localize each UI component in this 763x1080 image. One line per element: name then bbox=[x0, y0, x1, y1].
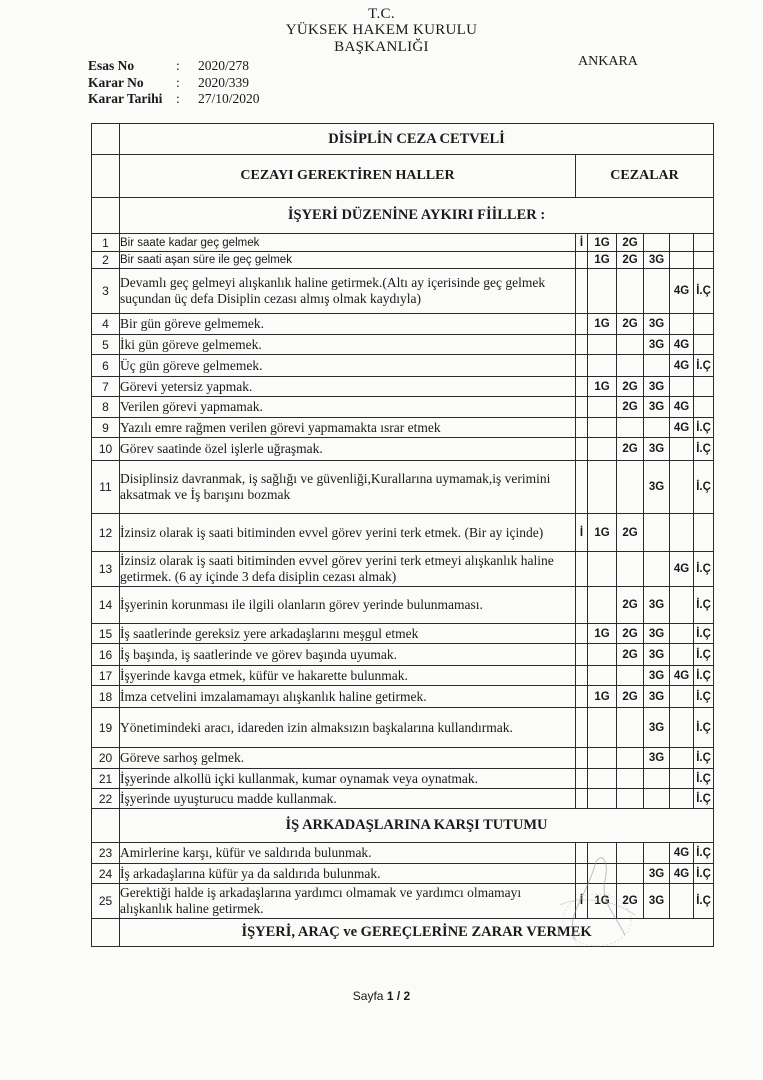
penalty-cell: İ.Ç bbox=[694, 884, 714, 919]
page-footer bbox=[0, 989, 763, 1003]
penalty-cell bbox=[617, 748, 644, 769]
penalty-cell: 1G bbox=[588, 884, 617, 919]
meta-colon: : bbox=[176, 91, 180, 106]
table-title-row bbox=[92, 124, 714, 155]
penalty-cell bbox=[617, 769, 644, 789]
row-number: 5 bbox=[92, 335, 120, 355]
penalty-cell bbox=[588, 269, 617, 314]
penalty-cell bbox=[617, 789, 644, 809]
penalty-cell bbox=[694, 397, 714, 418]
penalty-cell bbox=[588, 461, 617, 514]
penalty-cell: İ.Ç bbox=[694, 686, 714, 708]
penalty-cell: 4G bbox=[670, 552, 694, 587]
row-number: 7 bbox=[92, 377, 120, 397]
penalty-cell bbox=[670, 438, 694, 461]
table-row bbox=[92, 587, 714, 624]
penalty-cell: 3G bbox=[644, 708, 670, 748]
penalty-cell bbox=[588, 418, 617, 438]
penalty-cell: 4G bbox=[670, 666, 694, 686]
row-description: Görev saatinde özel işlerle uğraşmak. bbox=[120, 438, 576, 461]
row-description: Bir saati aşan süre ile geç gelmek bbox=[120, 252, 576, 269]
penalty-cell: İ.Ç bbox=[694, 552, 714, 587]
penalty-cell bbox=[617, 708, 644, 748]
row-number: 23 bbox=[92, 843, 120, 864]
row-description: Disiplinsiz davranmak, iş sağlığı ve güvenliği,Kurallarına uymamak,iş verimini aksatmak ve İş barışını bozmak bbox=[120, 461, 576, 514]
penalty-cell: 3G bbox=[644, 335, 670, 355]
penalty-cell bbox=[576, 624, 588, 644]
penalty-cell bbox=[588, 666, 617, 686]
penalty-cell bbox=[576, 644, 588, 666]
table-row bbox=[92, 666, 714, 686]
row-description: Verilen görevi yapmamak. bbox=[120, 397, 576, 418]
section-row bbox=[92, 919, 714, 947]
penalty-cell: 3G bbox=[644, 666, 670, 686]
penalty-cell bbox=[576, 843, 588, 864]
row-number: 10 bbox=[92, 438, 120, 461]
penalty-cell bbox=[588, 644, 617, 666]
penalty-cell: 2G bbox=[617, 624, 644, 644]
row-number: 3 bbox=[92, 269, 120, 314]
meta-value: 2020/339 bbox=[198, 74, 250, 90]
row-number: 6 bbox=[92, 355, 120, 377]
penalty-cell: 1G bbox=[588, 234, 617, 252]
meta-row-karar bbox=[88, 75, 260, 92]
meta-colon: : bbox=[176, 58, 180, 73]
penalty-cell: 3G bbox=[644, 644, 670, 666]
penalty-cell: İ.Ç bbox=[694, 769, 714, 789]
header-line-tc: T.C. bbox=[368, 6, 395, 22]
row-description: İşyerinde alkollü içki kullanmak, kumar oynamak veya oynatmak. bbox=[120, 769, 576, 789]
row-number: 25 bbox=[92, 884, 120, 919]
penalty-cell bbox=[576, 708, 588, 748]
row-number: 12 bbox=[92, 514, 120, 552]
penalty-cell bbox=[670, 587, 694, 624]
row-description: İş saatlerinde gereksiz yere arkadaşlarını meşgul etmek bbox=[120, 624, 576, 644]
row-number: 19 bbox=[92, 708, 120, 748]
row-number: 16 bbox=[92, 644, 120, 666]
penalty-cell: 3G bbox=[644, 587, 670, 624]
penalty-cell: 4G bbox=[670, 397, 694, 418]
penalty-cell: 2G bbox=[617, 884, 644, 919]
table-row bbox=[92, 686, 714, 708]
penalty-cell bbox=[588, 748, 617, 769]
penalty-cell bbox=[617, 269, 644, 314]
penalty-cell: 2G bbox=[617, 234, 644, 252]
row-number: 14 bbox=[92, 587, 120, 624]
section-title: İŞ ARKADAŞLARINA KARŞI TUTUMU bbox=[120, 809, 714, 843]
penalty-cell: 3G bbox=[644, 314, 670, 335]
table-row bbox=[92, 314, 714, 335]
penalty-cell bbox=[588, 552, 617, 587]
penalty-cell: 4G bbox=[670, 418, 694, 438]
penalty-cell bbox=[576, 461, 588, 514]
row-number: 20 bbox=[92, 748, 120, 769]
row-number: 4 bbox=[92, 314, 120, 335]
table-row bbox=[92, 461, 714, 514]
penalty-cell bbox=[670, 789, 694, 809]
row-description: İzinsiz olarak iş saati bitiminden evvel görev yerini terk etmeyi alışkanlık haline getirmek. (6 ay içinde 3 defa disiplin cezası almak) bbox=[120, 552, 576, 587]
row-description: Gerektiği halde iş arkadaşlarına yardımcı olmamak ve yardımcı olmamayı alışkanlık haline getirmek. bbox=[120, 884, 576, 919]
row-number: 18 bbox=[92, 686, 120, 708]
penalty-cell: 4G bbox=[670, 864, 694, 884]
penalty-cell bbox=[670, 884, 694, 919]
row-description: İşyerinde kavga etmek, küfür ve hakarette bulunmak. bbox=[120, 666, 576, 686]
penalty-cell bbox=[694, 335, 714, 355]
penalty-cell bbox=[576, 314, 588, 335]
penalty-cell bbox=[576, 377, 588, 397]
penalty-cell bbox=[576, 397, 588, 418]
penalty-cell: İ.Ç bbox=[694, 461, 714, 514]
penalty-cell bbox=[644, 789, 670, 809]
penalty-cell bbox=[670, 644, 694, 666]
col-header-penalties: CEZALAR bbox=[576, 155, 714, 198]
table-row bbox=[92, 514, 714, 552]
section-title: İŞYERİ, ARAÇ ve GEREÇLERİNE ZARAR VERMEK bbox=[120, 919, 714, 947]
meta-label: Esas No bbox=[88, 58, 135, 73]
penalty-cell bbox=[694, 314, 714, 335]
table-row bbox=[92, 789, 714, 809]
row-number: 15 bbox=[92, 624, 120, 644]
corner-cell bbox=[92, 809, 120, 843]
penalty-cell bbox=[670, 708, 694, 748]
penalty-cell bbox=[694, 252, 714, 269]
row-description: İş arkadaşlarına küfür ya da saldırıda bulunmak. bbox=[120, 864, 576, 884]
penalty-cell: 3G bbox=[644, 748, 670, 769]
row-number: 13 bbox=[92, 552, 120, 587]
meta-colon: : bbox=[176, 74, 180, 90]
penalty-cell bbox=[670, 514, 694, 552]
penalty-cell bbox=[644, 769, 670, 789]
table-row bbox=[92, 234, 714, 252]
penalty-cell: 3G bbox=[644, 686, 670, 708]
penalty-cell: 1G bbox=[588, 514, 617, 552]
penalty-cell: 2G bbox=[617, 252, 644, 269]
penalty-cell bbox=[670, 234, 694, 252]
penalty-cell bbox=[576, 438, 588, 461]
penalty-cell bbox=[617, 355, 644, 377]
table-row bbox=[92, 864, 714, 884]
penalty-cell bbox=[588, 864, 617, 884]
penalty-cell: 3G bbox=[644, 624, 670, 644]
header-institution: YÜKSEK HAKEM KURULU bbox=[285, 22, 478, 38]
corner-cell bbox=[92, 124, 120, 155]
penalty-cell bbox=[617, 418, 644, 438]
table-title: DİSİPLİN CEZA CETVELİ bbox=[120, 124, 714, 155]
table-row bbox=[92, 252, 714, 269]
penalty-cell: 3G bbox=[644, 438, 670, 461]
penalty-cell bbox=[588, 789, 617, 809]
penalty-cell: 3G bbox=[644, 461, 670, 514]
penalty-cell bbox=[576, 864, 588, 884]
meta-row-tarih bbox=[88, 91, 260, 108]
penalty-cell bbox=[576, 789, 588, 809]
corner-cell bbox=[92, 919, 120, 947]
row-description: İmza cetvelini imzalamamayı alışkanlık haline getirmek. bbox=[120, 686, 576, 708]
row-number: 9 bbox=[92, 418, 120, 438]
penalty-cell: İ.Ç bbox=[694, 438, 714, 461]
penalty-cell: 2G bbox=[617, 438, 644, 461]
table-row bbox=[92, 438, 714, 461]
row-number: 24 bbox=[92, 864, 120, 884]
table-row bbox=[92, 335, 714, 355]
penalty-cell bbox=[588, 708, 617, 748]
meta-value: 27/10/2020 bbox=[198, 91, 260, 106]
header-presidency: BAŞKANLIĞI bbox=[334, 39, 429, 55]
row-description: Yönetimindeki aracı, idareden izin almaksızın başkalarına kullandırmak. bbox=[120, 708, 576, 748]
footer-sep: / bbox=[396, 989, 401, 1003]
row-number: 22 bbox=[92, 789, 120, 809]
footer-total: 2 bbox=[403, 989, 411, 1003]
corner-cell bbox=[92, 198, 120, 234]
section-title: İŞYERİ DÜZENİNE AYKIRI FİİLLER : bbox=[120, 198, 714, 234]
row-description: Bir saate kadar geç gelmek bbox=[120, 234, 576, 252]
penalty-cell bbox=[617, 843, 644, 864]
table-row bbox=[92, 552, 714, 587]
penalty-cell: İ bbox=[576, 234, 588, 252]
penalty-cell: İ.Ç bbox=[694, 587, 714, 624]
penalty-cell bbox=[670, 461, 694, 514]
table-row bbox=[92, 355, 714, 377]
penalty-cell bbox=[576, 269, 588, 314]
row-description: İki gün göreve gelmemek. bbox=[120, 335, 576, 355]
penalty-cell bbox=[644, 843, 670, 864]
penalty-cell bbox=[694, 377, 714, 397]
meta-label: Karar No bbox=[88, 74, 144, 90]
footer-page: 1 bbox=[386, 989, 394, 1003]
column-header-row bbox=[92, 155, 714, 198]
penalty-cell: 4G bbox=[670, 269, 694, 314]
penalty-cell: 2G bbox=[617, 514, 644, 552]
penalty-cell bbox=[588, 438, 617, 461]
penalty-cell: 3G bbox=[644, 397, 670, 418]
penalty-cell: İ.Ç bbox=[694, 789, 714, 809]
penalty-cell bbox=[694, 514, 714, 552]
penalty-cell: 2G bbox=[617, 377, 644, 397]
row-number: 21 bbox=[92, 769, 120, 789]
penalty-cell: İ.Ç bbox=[694, 418, 714, 438]
table-row bbox=[92, 769, 714, 789]
table-row bbox=[92, 884, 714, 919]
penalty-cell bbox=[576, 686, 588, 708]
penalty-cell bbox=[644, 355, 670, 377]
row-description: Göreve sarhoş gelmek. bbox=[120, 748, 576, 769]
penalty-cell bbox=[670, 624, 694, 644]
row-number: 17 bbox=[92, 666, 120, 686]
penalty-cell: İ.Ç bbox=[694, 355, 714, 377]
penalty-cell bbox=[588, 355, 617, 377]
penalty-cell: 1G bbox=[588, 314, 617, 335]
penalty-cell bbox=[617, 552, 644, 587]
penalty-cell: İ.Ç bbox=[694, 748, 714, 769]
penalty-cell: İ.Ç bbox=[694, 708, 714, 748]
meta-value: 2020/278 bbox=[198, 58, 250, 73]
row-number: 8 bbox=[92, 397, 120, 418]
penalty-cell bbox=[576, 666, 588, 686]
penalty-cell bbox=[576, 552, 588, 587]
penalty-cell bbox=[588, 587, 617, 624]
penalty-table bbox=[91, 123, 714, 947]
row-description: Yazılı emre rağmen verilen görevi yapmamakta ısrar etmek bbox=[120, 418, 576, 438]
penalty-cell: İ.Ç bbox=[694, 269, 714, 314]
table-row bbox=[92, 748, 714, 769]
penalty-cell: 4G bbox=[670, 335, 694, 355]
penalty-cell bbox=[617, 335, 644, 355]
penalty-cell: 2G bbox=[617, 644, 644, 666]
penalty-cell bbox=[644, 552, 670, 587]
meta-row-esas bbox=[88, 58, 260, 75]
table-row bbox=[92, 418, 714, 438]
section-row bbox=[92, 198, 714, 234]
penalty-cell bbox=[576, 769, 588, 789]
row-description: İşyerinin korunması ile ilgili olanların görev yerinde bulunmaması. bbox=[120, 587, 576, 624]
penalty-cell: 3G bbox=[644, 884, 670, 919]
penalty-cell: İ.Ç bbox=[694, 644, 714, 666]
penalty-cell: 2G bbox=[617, 686, 644, 708]
row-number: 2 bbox=[92, 252, 120, 269]
row-description: İşyerinde uyuşturucu madde kullanmak. bbox=[120, 789, 576, 809]
row-description: Amirlerine karşı, küfür ve saldırıda bulunmak. bbox=[120, 843, 576, 864]
penalty-cell bbox=[617, 461, 644, 514]
penalty-cell: 3G bbox=[644, 864, 670, 884]
penalty-cell: İ.Ç bbox=[694, 624, 714, 644]
penalty-cell bbox=[644, 514, 670, 552]
penalty-cell bbox=[588, 843, 617, 864]
table-row bbox=[92, 397, 714, 418]
penalty-cell: İ.Ç bbox=[694, 666, 714, 686]
penalty-cell bbox=[670, 377, 694, 397]
table-row bbox=[92, 644, 714, 666]
penalty-cell bbox=[617, 666, 644, 686]
penalty-cell bbox=[576, 355, 588, 377]
penalty-cell bbox=[588, 769, 617, 789]
row-description: Görevi yetersiz yapmak. bbox=[120, 377, 576, 397]
row-description: Üç gün göreve gelmemek. bbox=[120, 355, 576, 377]
footer-label: Sayfa bbox=[352, 989, 384, 1003]
penalty-cell bbox=[576, 418, 588, 438]
penalty-cell bbox=[617, 864, 644, 884]
penalty-cell bbox=[694, 234, 714, 252]
penalty-cell bbox=[670, 314, 694, 335]
penalty-cell bbox=[644, 234, 670, 252]
penalty-cell bbox=[588, 335, 617, 355]
penalty-cell bbox=[670, 748, 694, 769]
penalty-cell bbox=[576, 335, 588, 355]
penalty-cell: 2G bbox=[617, 587, 644, 624]
row-description: Bir gün göreve gelmemek. bbox=[120, 314, 576, 335]
city-label: ANKARA bbox=[578, 54, 638, 69]
penalty-cell bbox=[644, 418, 670, 438]
penalty-cell: İ.Ç bbox=[694, 864, 714, 884]
penalty-cell bbox=[576, 748, 588, 769]
penalty-cell: İ.Ç bbox=[694, 843, 714, 864]
table-row bbox=[92, 269, 714, 314]
penalty-cell bbox=[588, 397, 617, 418]
penalty-cell bbox=[576, 252, 588, 269]
section-row bbox=[92, 809, 714, 843]
penalty-cell: 4G bbox=[670, 355, 694, 377]
penalty-cell: 4G bbox=[670, 843, 694, 864]
row-number: 1 bbox=[92, 234, 120, 252]
penalty-cell: 1G bbox=[588, 252, 617, 269]
penalty-cell bbox=[644, 269, 670, 314]
col-header-cases: CEZAYI GEREKTİREN HALLER bbox=[120, 155, 576, 198]
penalty-cell bbox=[670, 686, 694, 708]
penalty-cell: İ bbox=[576, 514, 588, 552]
penalty-cell: 2G bbox=[617, 314, 644, 335]
table-row bbox=[92, 624, 714, 644]
row-description: Devamlı geç gelmeyi alışkanlık haline getirmek.(Altı ay içerisinde geç gelmek suçundan üç defa Disiplin cezası almış olmak kaydıyla) bbox=[120, 269, 576, 314]
penalty-cell bbox=[670, 252, 694, 269]
row-number: 11 bbox=[92, 461, 120, 514]
row-description: İzinsiz olarak iş saati bitiminden evvel görev yerini terk etmek. (Bir ay içinde) bbox=[120, 514, 576, 552]
corner-cell bbox=[92, 155, 120, 198]
penalty-cell: 1G bbox=[588, 377, 617, 397]
table-row bbox=[92, 377, 714, 397]
penalty-cell: 1G bbox=[588, 624, 617, 644]
case-meta bbox=[88, 58, 260, 108]
penalty-cell bbox=[576, 587, 588, 624]
row-description: İş başında, iş saatlerinde ve görev başında uyumak. bbox=[120, 644, 576, 666]
table-row bbox=[92, 708, 714, 748]
table-row bbox=[92, 843, 714, 864]
penalty-cell: 3G bbox=[644, 252, 670, 269]
penalty-cell: 2G bbox=[617, 397, 644, 418]
meta-label: Karar Tarihi bbox=[88, 91, 163, 106]
penalty-cell: 1G bbox=[588, 686, 617, 708]
penalty-cell: İ bbox=[576, 884, 588, 919]
penalty-cell bbox=[670, 769, 694, 789]
penalty-cell: 3G bbox=[644, 377, 670, 397]
